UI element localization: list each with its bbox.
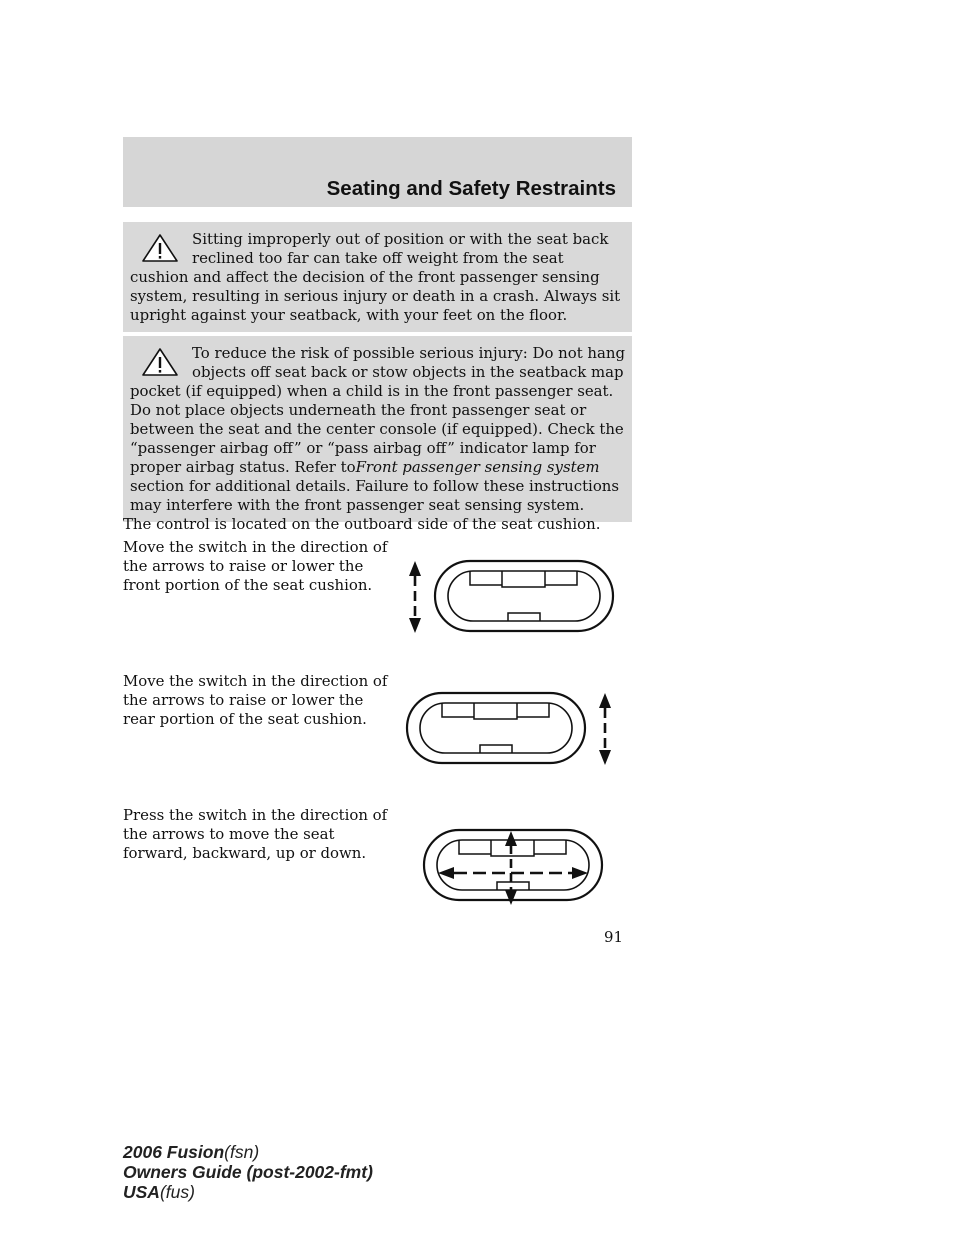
rear-cushion-tilt-illustration	[400, 688, 622, 770]
warning-triangle-icon	[140, 233, 180, 263]
up-arrow-icon	[409, 561, 421, 576]
warning-box-seat-position	[123, 222, 632, 332]
rear-tilt-instruction: Move the switch in the direction of the arrows to raise or lower the rear portion of the seat cushion.	[123, 672, 388, 728]
intro-paragraph: The control is located on the outboard side of the seat cushion.	[123, 515, 601, 533]
front-tilt-instruction: Move the switch in the direction of the arrows to raise or lower the front portion of the seat cushion.	[123, 538, 388, 594]
footer-market: USA	[123, 1182, 160, 1202]
footer-market-code: (fus)	[159, 1182, 195, 1202]
warning-triangle-icon	[140, 347, 180, 377]
footer-model-code: (fsn)	[224, 1142, 260, 1162]
warning-text: Sitting improperly out of position or with the seat back reclined too far can take off weight from the seat cushion and affect the decision of the front passenger sensing system, resulting in serious injury or death in a crash. Always sit upright against your seatback, with your feet on the floor.	[130, 230, 621, 324]
footer-guide: Owners Guide (post-2002-fmt)	[123, 1162, 373, 1182]
footer-model: 2006 Fusion	[123, 1142, 225, 1162]
warning-text-before: To reduce the risk of possible serious injury: Do not hang objects off seat back or stow objects in the seatback map pocket (if equipped) when a child is in the front passenger seat. Do not place objects underneath the front passenger seat or between the seat and the center console (if equipped). Check the “passenger airbag off” or “pass airbag off” indicator lamp for proper airbag status. Refer to	[130, 344, 626, 476]
seat-fore-aft-illustration	[420, 825, 610, 909]
warning-text-after: section for additional details. Failure to follow these instructions may interfere with the front passenger seat sensing system.	[130, 477, 620, 514]
front-cushion-tilt-illustration	[400, 556, 622, 638]
section-title: Seating and Safety Restraints	[326, 177, 616, 200]
page-number: 91	[604, 928, 623, 946]
cross-reference-link[interactable]: Front passenger sensing system	[355, 458, 600, 476]
warning-box-passenger-sensing	[123, 336, 632, 522]
document-footer	[123, 1142, 373, 1202]
section-header	[123, 137, 632, 207]
fore-aft-instruction: Press the switch in the direction of the arrows to move the seat forward, backward, up or down.	[123, 806, 388, 862]
up-arrow-icon	[599, 693, 611, 708]
down-arrow-icon	[409, 618, 421, 633]
down-arrow-icon	[599, 750, 611, 765]
